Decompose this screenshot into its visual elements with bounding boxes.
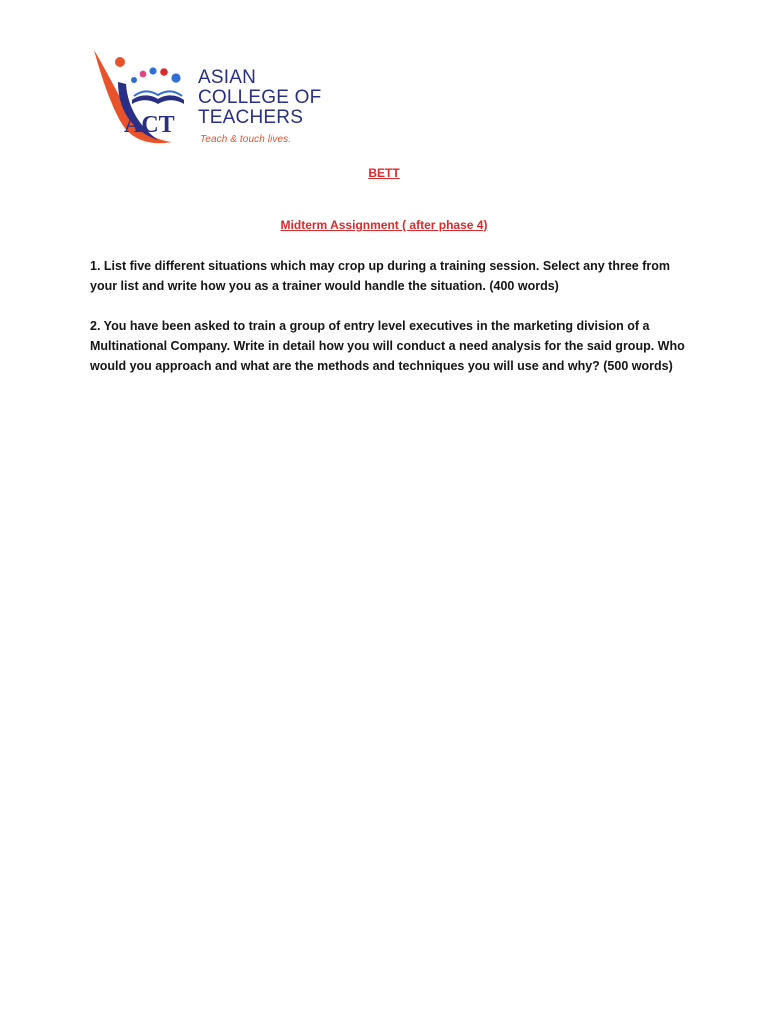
college-logo <box>88 42 328 152</box>
question-2: 2. You have been asked to train a group of entry level executives in the marketing division of a Multinational Company. Write in detail how you will conduct a need analysis for the said group. Who would you approach and what are the methods and techniques you will use and why? (500 words) <box>90 319 685 373</box>
question-1: 1. List five different situations which may crop up during a training session. Select any three from your list and write how you as a trainer would handle the situation. (400 words) <box>90 259 670 293</box>
logo-line-college-of: COLLEGE OF <box>198 87 322 108</box>
assignment-subheading: Midterm Assignment ( after phase 4) <box>280 218 488 232</box>
logo-line-asian: ASIAN <box>198 67 257 88</box>
logo-wordmark <box>198 68 321 150</box>
document-heading: BETT <box>368 166 400 180</box>
logo-line-teachers: TEACHERS <box>198 107 304 128</box>
act-emblem-icon <box>88 42 198 152</box>
logo-monogram: ACT <box>124 112 175 138</box>
logo-tagline: Teach & touch lives. <box>200 134 292 145</box>
